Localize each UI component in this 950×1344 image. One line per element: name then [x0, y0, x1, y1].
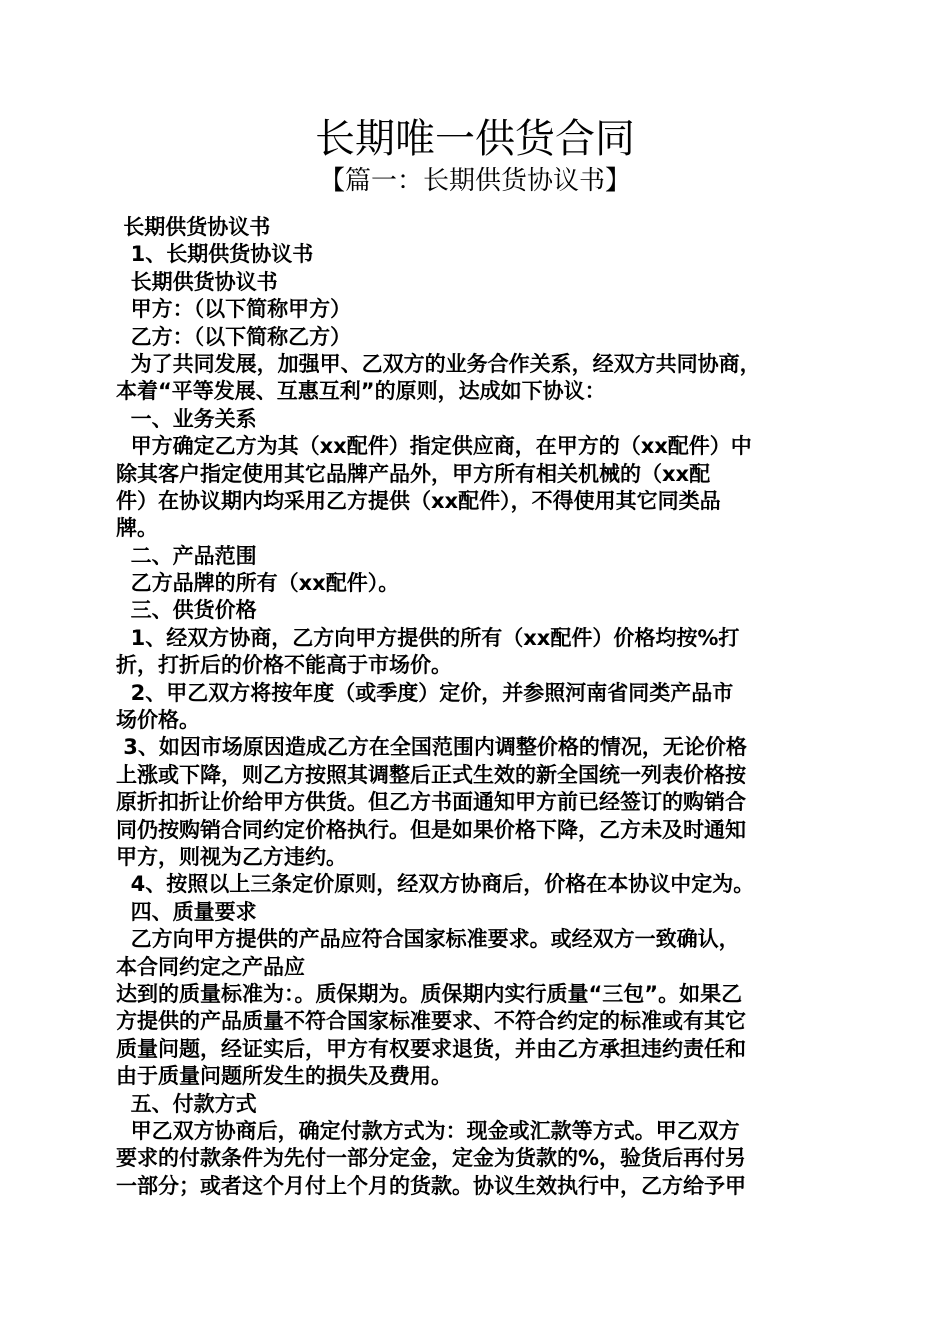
body-line: 2、甲乙双方将按年度（或季度）定价，并参照河南省同类产品市: [116, 680, 734, 705]
body-line: 折，打折后的价格不能高于市场价。: [116, 653, 452, 678]
body-line: 甲方：（以下简称甲方）: [116, 297, 352, 322]
body-line: 方提供的产品质量不符合国家标准要求、不符合约定的标准或有其它: [116, 1009, 746, 1034]
body-line: 甲方确定乙方为其（xx配件）指定供应商，在甲方的（xx配件）中: [116, 434, 752, 459]
body-line: 一部分；或者这个月付上个月的货款。协议生效执行中，乙方给予甲: [116, 1173, 746, 1198]
body-line: 三、供货价格: [116, 598, 257, 623]
body-line: 场价格。: [116, 708, 200, 733]
body-line: 1、经双方协商，乙方向甲方提供的所有（xx配件）价格均按%打: [116, 625, 740, 650]
body-line: 要求的付款条件为先付一部分定金，定金为货款的%，验货后再付另: [116, 1146, 747, 1171]
body-line: 乙方：（以下简称乙方）: [116, 324, 352, 349]
body-line: 为了共同发展，加强甲、乙双方的业务合作关系，经双方共同协商，: [116, 351, 761, 376]
body-line: 3、如因市场原因造成乙方在全国范围内调整价格的情况，无论价格: [116, 735, 747, 760]
body-line: 由于质量问题所发生的损失及费用。: [116, 1064, 452, 1089]
body-line: 上涨或下降，则乙方按照其调整后正式生效的新全国统一列表价格按: [116, 762, 746, 787]
body-line: 本合同约定之产品应: [116, 954, 305, 979]
body-line: 牌。: [116, 516, 158, 541]
body-line: 甲方，则视为乙方违约。: [116, 844, 347, 869]
body-line: 本着“平等发展、互惠互利”的原则，达成如下协议：: [116, 379, 606, 404]
body-line: 乙方向甲方提供的产品应符合国家标准要求。或经双方一致确认，: [116, 927, 740, 952]
document-subtitle: 【篇一：长期供货协议书】: [318, 166, 631, 196]
document-title: 长期唯一供货合同: [315, 116, 635, 162]
body-line: 达到的质量标准为：。质保期为。质保期内实行质量“三包”。如果乙: [116, 981, 743, 1006]
body-line: 二、产品范围: [116, 543, 257, 568]
body-line: 一、业务关系: [116, 406, 257, 431]
document-body: [116, 214, 836, 1200]
body-line: 1、长期供货协议书: [116, 242, 314, 267]
body-line: 除其客户指定使用其它品牌产品外，甲方所有相关机械的（xx配: [116, 461, 711, 486]
body-line: 长期供货协议书: [116, 215, 271, 239]
body-line: 原折扣折让价给甲方供货。但乙方书面通知甲方前已经签订的购销合: [116, 790, 746, 815]
body-line: 长期供货协议书: [116, 269, 278, 294]
body-line: 质量问题，经证实后，甲方有权要求退货，并由乙方承担违约责任和: [116, 1036, 746, 1061]
body-line: 四、质量要求: [116, 899, 257, 924]
body-line: 乙方品牌的所有（xx配件）。: [116, 571, 400, 596]
body-line: 甲乙双方协商后，确定付款方式为：现金或汇款等方式。甲乙双方: [116, 1118, 740, 1143]
body-line: 件）在协议期内均采用乙方提供（xx配件），不得使用其它同类品: [116, 488, 721, 513]
body-line: 4、按照以上三条定价原则，经双方协商后，价格在本协议中定为。: [116, 872, 755, 897]
body-line: 同仍按购销合同约定价格执行。但是如果价格下降，乙方未及时通知: [116, 817, 746, 842]
body-line: 五、付款方式: [116, 1091, 257, 1116]
